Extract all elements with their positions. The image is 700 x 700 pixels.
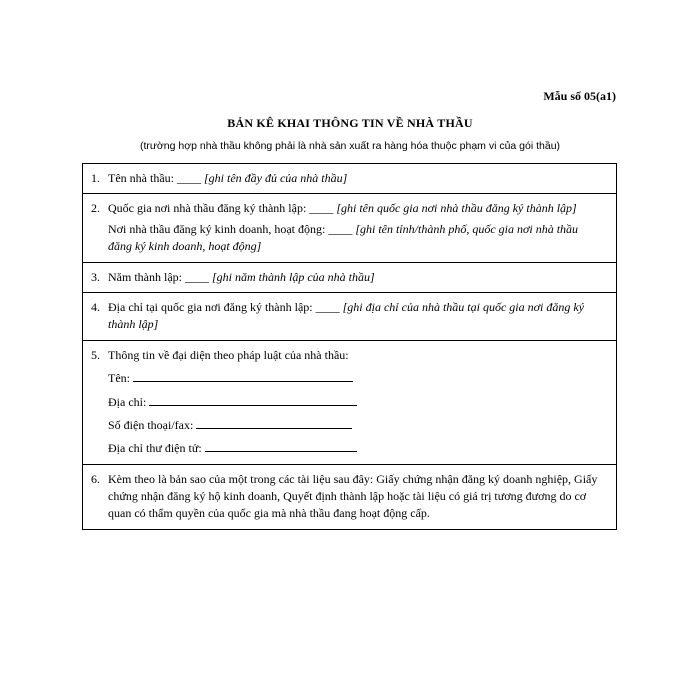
rep-email-blank[interactable] [205,440,357,452]
item-number: 5. [91,347,100,362]
item-number: 6. [91,471,100,486]
item-number: 3. [91,269,100,284]
contractor-name-label: Tên nhà thầu: ____ [108,171,201,185]
rep-phone-label: Số điện thoại/fax: [108,417,194,432]
legal-representative-heading: Thông tin về đại diện theo pháp luật của nhà thầu: [108,347,349,362]
item-number: 4. [91,299,100,314]
founding-year-label: Năm thành lập: ____ [108,269,209,284]
registered-address-label: Địa chỉ tại quốc gia nơi đăng ký thành lập: ____ [108,299,340,314]
form-code: Mẫu số 05(a1) [543,89,616,103]
rep-name-blank[interactable] [133,370,353,382]
registration-country-label: Quốc gia nơi nhà thầu đăng ký thành lập: ____ [108,201,334,216]
registered-address-hint: [ghi địa chỉ của nhà thầu tại quốc gia nơi đăng ký thành lập] [108,299,585,332]
attachments-text: Kèm theo là bản sao của một trong các tài liệu sau đây: Giấy chứng nhận đăng ký doanh nghiệp, Giấy chứng nhận đăng ký hộ kinh doanh, Quyết định thành lập hoặc tài liệu có giá trị tương đương do cơ quan có thẩm quyền của quốc gia mà nhà thầu đang hoạt động cấp. [108,471,598,521]
rep-address-label: Địa chỉ: [108,394,147,409]
item-5-row [83,340,617,464]
page-subtitle: (trường hợp nhà thầu không phải là nhà sản xuất ra hàng hóa thuộc phạm vi của gói thầu) [139,140,561,152]
item-6-row [83,464,617,529]
item-number: 2. [91,201,100,216]
rep-address-blank[interactable] [149,394,357,406]
registration-country-hint: [ghi tên quốc gia nơi nhà thầu đăng ký thành lập] [336,201,577,216]
item-1-row [83,164,617,194]
item-4-row [83,292,617,340]
founding-year-hint: [ghi năm thành lập của nhà thầu] [211,269,375,284]
page-title: BẢN KÊ KHAI THÔNG TIN VỀ NHÀ THẦU [227,116,473,130]
rep-email-label: Địa chỉ thư điện tử: [108,441,202,456]
item-3-row [83,262,617,292]
contractor-info-table [82,163,617,530]
business-location-label: Nơi nhà thầu đăng ký kinh doanh, hoạt động: ____ [108,221,353,236]
business-location-hint: [ghi tên tỉnh/thành phố, quốc gia nơi nhà thầu đăng ký kinh doanh, hoạt động] [108,221,579,254]
rep-name-label: Tên: [108,371,130,386]
item-2-row [83,194,617,262]
contractor-name-hint: [ghi tên đầy đủ của nhà thầu] [203,171,348,185]
rep-phone-blank[interactable] [196,417,352,429]
item-number: 1. [91,171,100,185]
